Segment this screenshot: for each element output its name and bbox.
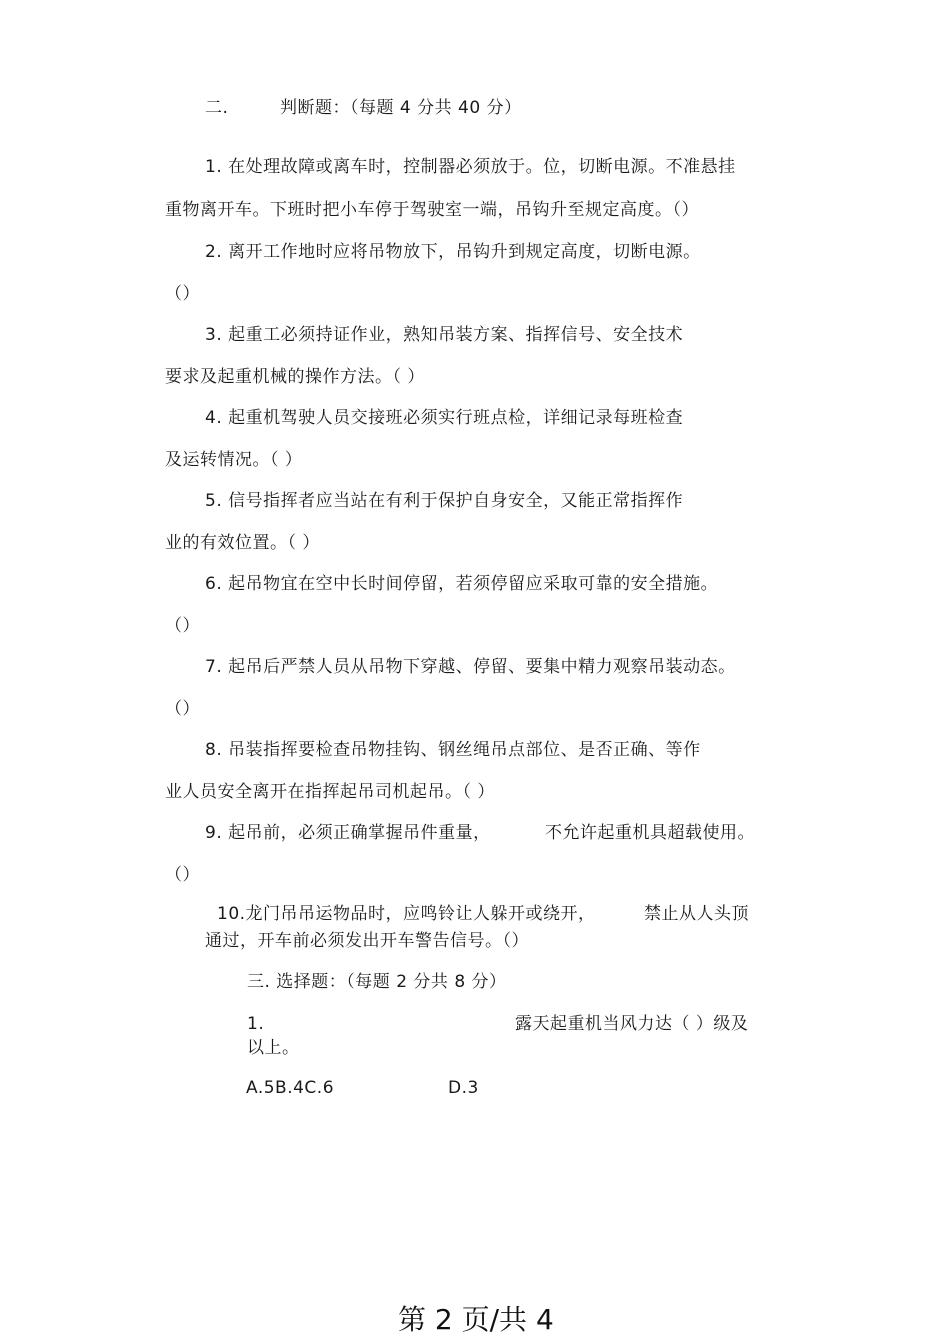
question-6-line1: 6. 起吊物宜在空中长时间停留，若须停留应采取可靠的安全措施。 [205, 574, 719, 594]
question-1-line1: 1. 在处理故障或离车时，控制器必须放于。位，切断电源。不准悬挂 [205, 157, 736, 177]
question-9-line1b: 不允许起重机具超载使用。 [545, 823, 755, 843]
question-10-line1a: 10.龙门吊吊运物品时，应鸣铃让人躲开或绕开， [217, 904, 596, 924]
question-9-line2: （） [165, 865, 200, 885]
question-8-line1: 8. 吊装指挥要检查吊物挂钩、钢丝绳吊点部位、是否正确、等作 [205, 740, 701, 760]
choice-1-number: 1. [247, 1014, 265, 1034]
question-2-line2: （） [165, 284, 200, 304]
question-8-line2: 业人员安全离开在指挥起吊司机起吊。（ ） [165, 782, 495, 802]
question-7-line2: （） [165, 699, 200, 719]
choice-1-option-d: D.3 [448, 1078, 479, 1098]
question-2-line1: 2. 离开工作地时应将吊物放下，吊钩升到规定高度，切断电源。 [205, 242, 701, 262]
question-10-line2: 通过，开车前必须发出开车警告信号。（） [205, 931, 529, 951]
section2-title: 判断题：（每题 4 分共 40 分） [280, 98, 522, 118]
question-4-line2: 及运转情况。（ ） [165, 450, 303, 470]
question-6-line2: （） [165, 616, 200, 636]
choice-1-text: 露天起重机当风力达（ ）级及 [515, 1014, 749, 1034]
section3-title: 三. 选择题：（每题 2 分共 8 分） [247, 972, 507, 992]
choice-1-continuation: 以上。 [247, 1038, 300, 1058]
question-5-line2: 业的有效位置。（ ） [165, 533, 320, 553]
question-5-line1: 5. 信号指挥者应当站在有利于保护自身安全，又能正常指挥作 [205, 491, 684, 511]
section2-number: 二. [205, 98, 229, 118]
question-10-line1b: 禁止从人头顶 [644, 904, 749, 924]
question-3-line1: 3. 起重工必须持证作业，熟知吊装方案、指挥信号、安全技术 [205, 325, 684, 345]
question-9-line1a: 9. 起吊前，必须正确掌握吊件重量， [205, 823, 491, 843]
question-1-line2: 重物离开车。下班时把小车停于驾驶室一端，吊钩升至规定高度。（） [165, 200, 699, 220]
page-footer: 第 2 页/共 4 [398, 1303, 554, 1336]
choice-1-options-abc: A.5B.4C.6 [246, 1078, 335, 1098]
question-4-line1: 4. 起重机驾驶人员交接班必须实行班点检，详细记录每班检查 [205, 408, 684, 428]
question-7-line1: 7. 起吊后严禁人员从吊物下穿越、停留、要集中精力观察吊装动态。 [205, 657, 736, 677]
question-3-line2: 要求及起重机械的操作方法。（ ） [165, 367, 425, 387]
